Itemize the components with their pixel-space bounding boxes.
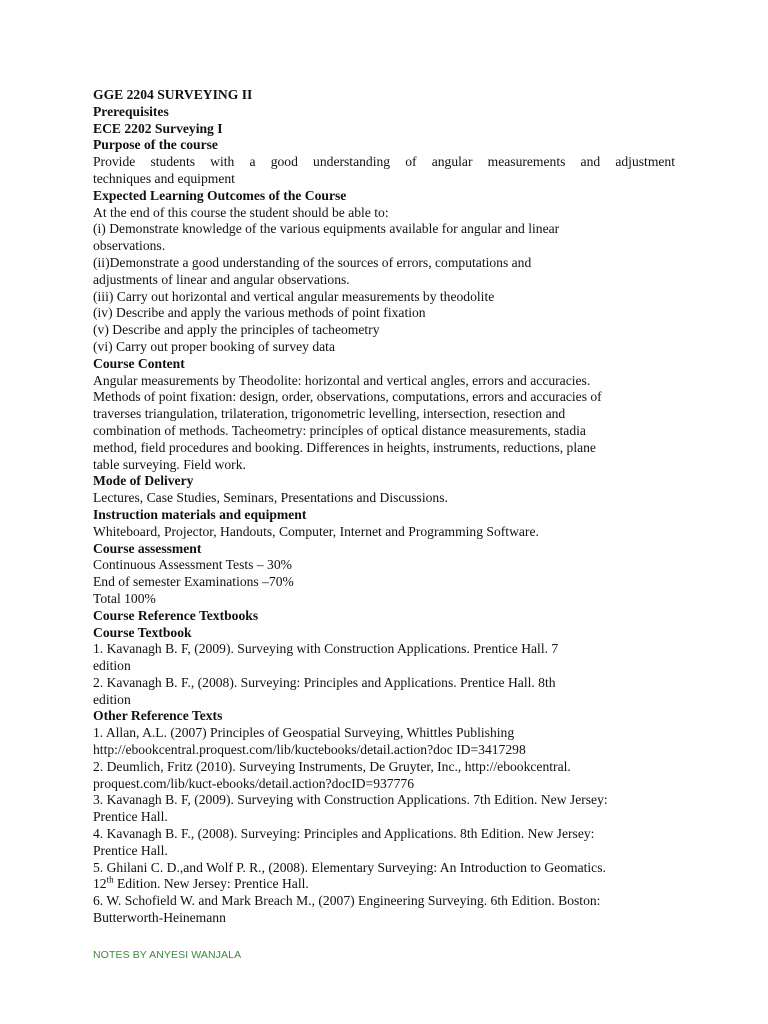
- course-outline: [93, 87, 675, 927]
- content-line: Angular measurements by Theodolite: horizontal and vertical angles, errors and accuracies.: [93, 372, 591, 388]
- reference-line: 4. Kavanagh B. F., (2008). Surveying: Principles and Applications. 8th Edition. New Jersey:: [93, 826, 595, 842]
- content-line: method, field procedures and booking. Differences in heights, instruments, reductions, plane: [93, 439, 596, 455]
- reference-heading: Course Reference Textbooks: [93, 607, 259, 623]
- assessment-line: Total 100%: [93, 590, 156, 606]
- edition-suffix: th: [106, 874, 114, 885]
- content-line: table surveying. Field work.: [93, 456, 246, 472]
- edition-rest: Edition. New Jersey: Prentice Hall.: [113, 876, 309, 892]
- delivery-heading: Mode of Delivery: [93, 473, 194, 489]
- reference-url: proquest.com/lib/kuct-ebooks/detail.action?docID=937776: [93, 775, 414, 791]
- reference-line-edition: [93, 876, 675, 893]
- reference-line: 1. Allan, A.L. (2007) Principles of Geospatial Surveying, Whittles Publishing: [93, 725, 515, 741]
- reference-line: Butterworth-Heinemann: [93, 910, 226, 926]
- outcome-line: (i) Demonstrate knowledge of the various equipments available for angular and linear: [93, 221, 560, 237]
- footer-notes-credit: NOTES BY ANYESI WANJALA: [93, 949, 242, 961]
- course-title: GGE 2204 SURVEYING II: [93, 87, 253, 102]
- delivery-text: Lectures, Case Studies, Seminars, Presentations and Discussions.: [93, 490, 448, 506]
- prerequisites-heading: Prerequisites: [93, 103, 169, 119]
- outcome-line: (iv) Describe and apply the various methods of point fixation: [93, 305, 426, 321]
- textbook-line: 1. Kavanagh B. F, (2009). Surveying with Construction Applications. Prentice Hall. 7: [93, 641, 559, 657]
- outcome-line: (v) Describe and apply the principles of tacheometry: [93, 322, 380, 338]
- purpose-text-line: Provide students with a good understanding of angular measurements and adjustment: [93, 154, 675, 170]
- reference-line: 2. Deumlich, Fritz (2010). Surveying Instruments, De Gruyter, Inc., http://ebookcentral.: [93, 758, 571, 774]
- outcome-line: adjustments of linear and angular observations.: [93, 271, 350, 287]
- edition-number: 12: [93, 876, 107, 892]
- outcomes-heading: Expected Learning Outcomes of the Course: [93, 187, 347, 203]
- reference-line: Prentice Hall.: [93, 842, 168, 858]
- outcome-line: observations.: [93, 238, 166, 254]
- assessment-line: End of semester Examinations –70%: [93, 574, 294, 590]
- reference-line: 6. W. Schofield W. and Mark Breach M., (2007) Engineering Surveying. 6th Edition. Boston:: [93, 893, 601, 909]
- textbook-heading: Course Textbook: [93, 624, 192, 640]
- other-references-heading: Other Reference Texts: [93, 708, 223, 724]
- textbook-line: edition: [93, 658, 131, 674]
- textbook-line: edition: [93, 691, 131, 707]
- content-line: traverses triangulation, trilateration, trigonometric levelling, intersection, resection and: [93, 406, 566, 422]
- reference-line: 5. Ghilani C. D.,and Wolf P. R., (2008). Elementary Surveying: An Introduction to Geomatics.: [93, 859, 606, 875]
- outcome-line: (vi) Carry out proper booking of survey data: [93, 338, 335, 354]
- content-line: combination of methods. Tacheometry: principles of optical distance measurements, stadia: [93, 422, 586, 438]
- content-line: Methods of point fixation: design, order, observations, computations, errors and accuracies of: [93, 389, 602, 405]
- reference-line: Prentice Hall.: [93, 809, 168, 825]
- reference-url: http://ebookcentral.proquest.com/lib/kuctebooks/detail.action?doc ID=3417298: [93, 742, 526, 758]
- outcome-line: (ii)Demonstrate a good understanding of the sources of errors, computations and: [93, 254, 532, 270]
- outcomes-intro: At the end of this course the student should be able to:: [93, 204, 389, 220]
- materials-text: Whiteboard, Projector, Handouts, Computer, Internet and Programming Software.: [93, 523, 539, 539]
- content-heading: Course Content: [93, 355, 185, 371]
- prerequisite-course: ECE 2202 Surveying I: [93, 120, 223, 136]
- materials-heading: Instruction materials and equipment: [93, 506, 307, 522]
- purpose-text-line: techniques and equipment: [93, 170, 235, 186]
- outcome-line: (iii) Carry out horizontal and vertical angular measurements by theodolite: [93, 288, 495, 304]
- purpose-heading: Purpose of the course: [93, 137, 218, 153]
- assessment-line: Continuous Assessment Tests – 30%: [93, 557, 292, 573]
- textbook-line: 2. Kavanagh B. F., (2008). Surveying: Principles and Applications. Prentice Hall. 8th: [93, 674, 556, 690]
- reference-line: 3. Kavanagh B. F, (2009). Surveying with Construction Applications. 7th Edition. New Jersey:: [93, 792, 608, 808]
- assessment-heading: Course assessment: [93, 540, 202, 556]
